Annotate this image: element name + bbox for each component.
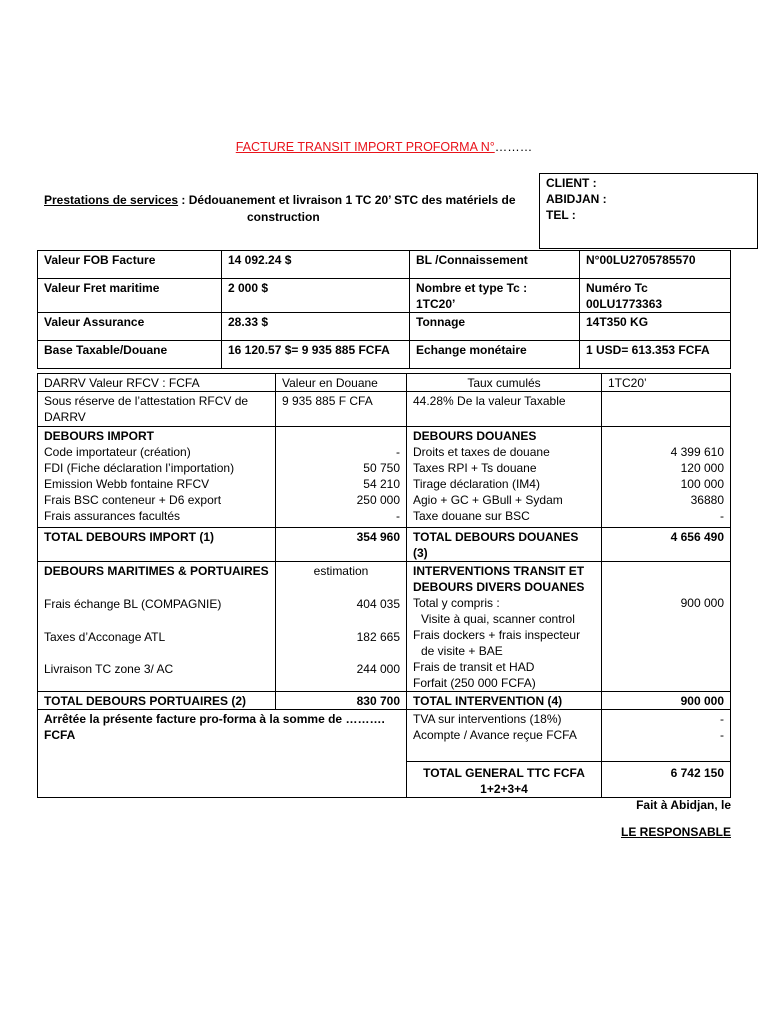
cell-line: 1TC20’ [416,297,456,311]
section-heading: DEBOURS DIVERS DOUANES [413,580,585,594]
table-cell: Base Taxable/Douane [38,341,222,369]
list-item: TVA sur interventions (18%) [413,712,562,726]
list-item: Code importateur (création) [44,445,191,459]
table-row [38,313,731,341]
tva-acompte-values [602,710,731,762]
table-cell: 1TC20’ [602,374,731,392]
client-tel-label: TEL : [546,208,576,222]
list-value: 4 399 610 [670,445,724,459]
cell-line: Numéro Tc [586,281,648,295]
list-item: Emission Webb fontaine RFCV [44,477,210,491]
table-cell [602,392,731,427]
list-value: 120 000 [680,461,724,475]
table-cell: Valeur Assurance [38,313,222,341]
table-cell: DARRV Valeur RFCV : FCFA [38,374,276,392]
table-cell: Taux cumulés [407,374,602,392]
table-cell: 16 120.57 $= 9 935 885 FCFA [222,341,410,369]
list-value: - [396,509,400,523]
table-cell: 2 000 $ [222,279,410,313]
total-value: 4 656 490 [602,528,731,562]
grand-total-label [407,762,602,798]
signatory-label: LE RESPONSABLE [620,825,731,839]
table-cell [580,279,731,313]
total-label: TOTAL DEBOURS IMPORT (1) [38,528,276,562]
table-cell: BL /Connaissement [410,251,580,279]
tva-acompte-labels [407,710,602,762]
list-value: 244 000 [356,662,400,676]
table-row [38,710,731,762]
list-item: Tirage déclaration (IM4) [413,477,540,491]
table-cell: 14 092.24 $ [222,251,410,279]
total-value: 354 960 [276,528,407,562]
list-item: Total y compris : [413,596,500,610]
table-cell: Sous réserve de l’attestation RFCV de DARRV [38,392,276,427]
debours-douanes-labels [407,427,602,528]
list-item: Frais échange BL (COMPAGNIE) [44,597,222,611]
list-value: 50 750 [363,461,400,475]
table-row [38,251,731,279]
table-cell: Valeur Fret maritime [38,279,222,313]
client-box [539,173,758,249]
table-cell: Tonnage [410,313,580,341]
list-value: 54 210 [363,477,400,491]
list-item: Taxes RPI + Ts douane [413,461,537,475]
prestations-description [44,192,534,226]
debours-douanes-values [602,427,731,528]
grand-total-value: 6 742 150 [602,762,731,798]
debours-import-labels [38,427,276,528]
section-heading: INTERVENTIONS TRANSIT ET [413,564,585,578]
total-row [38,692,731,710]
grand-total-formula: 1+2+3+4 [480,782,528,796]
section-heading: DEBOURS IMPORT [44,429,155,443]
cell-line: Nombre et type Tc : [416,281,528,295]
table-row [38,341,731,369]
total-row [38,528,731,562]
cell-line: 00LU1773363 [586,297,663,311]
list-item: Frais assurances facultés [44,509,181,523]
total-value: 900 000 [602,692,731,710]
list-item: Frais dockers + frais inspecteur [413,628,581,642]
table-cell: 1 USD= 613.353 FCFA [580,341,731,369]
list-value: 404 035 [356,597,400,611]
list-item: FDI (Fiche déclaration l’importation) [44,461,235,475]
total-value: 830 700 [276,692,407,710]
invoice-number-dots: ……… [494,140,533,154]
list-value: 900 000 [680,596,724,610]
list-item: Taxe douane sur BSC [413,509,530,523]
prestations-text-line2: construction [247,210,320,224]
section-heading: DEBOURS DOUANES [413,429,537,443]
prestations-label: Prestations de services [44,193,179,207]
interventions-labels [407,562,602,692]
list-item: Frais de transit et HAD [413,660,535,674]
list-value: - [396,445,400,459]
table-cell: Valeur FOB Facture [38,251,222,279]
list-item: Visite à quai, scanner control [421,612,575,626]
list-item: Forfait (250 000 FCFA) [413,676,536,690]
total-label: TOTAL DEBOURS DOUANES (3) [407,528,602,562]
table-cell [410,279,580,313]
list-value: 250 000 [356,493,400,507]
list-value: - [720,728,724,742]
estimation-label: estimation [313,564,369,578]
table-cell: 14T350 KG [580,313,731,341]
debours-import-values [276,427,407,528]
arrete-text: Arrêtée la présente facture pro-forma à la somme de ………. FCFA [38,710,407,798]
grand-total-title: TOTAL GENERAL TTC FCFA [423,766,585,780]
table-row [38,392,731,427]
table-header-row [38,374,731,392]
place-date-line: Fait à Abidjan, le [636,798,731,812]
table-cell: 28.33 $ [222,313,410,341]
table-cell: 44.28% De la valeur Taxable [407,392,602,427]
shipment-values-table [37,250,731,369]
table-row [38,427,731,528]
table-cell: Valeur en Douane [276,374,407,392]
invoice-details-table [37,373,731,798]
client-label: CLIENT : [546,176,597,190]
list-value: - [720,712,724,726]
total-label: TOTAL DEBOURS PORTUAIRES (2) [38,692,276,710]
table-cell: 9 935 885 F CFA [276,392,407,427]
list-item: Agio + GC + GBull + Sydam [413,493,563,507]
list-item: Acompte / Avance reçue FCFA [413,728,577,742]
section-heading: DEBOURS MARITIMES & PORTUAIRES [44,564,269,578]
table-cell: Echange monétaire [410,341,580,369]
interventions-values [602,562,731,692]
invoice-title [0,140,768,154]
portuaires-values [276,562,407,692]
list-item: de visite + BAE [421,644,503,658]
list-item: Frais BSC conteneur + D6 export [44,493,222,507]
list-value: 100 000 [680,477,724,491]
table-row [38,562,731,692]
table-row [38,279,731,313]
list-item: Droits et taxes de douane [413,445,550,459]
total-label: TOTAL INTERVENTION (4) [407,692,602,710]
portuaires-labels [38,562,276,692]
client-city-label: ABIDJAN : [546,192,607,206]
list-item: Taxes d’Acconage ATL [44,630,166,644]
list-value: 36880 [690,493,724,507]
table-cell: N°00LU2705785570 [580,251,731,279]
prestations-text-line1: : Dédouanement et livraison 1 TC 20’ STC des matériels de [178,193,516,207]
list-value: 182 665 [356,630,400,644]
invoice-title-text: FACTURE TRANSIT IMPORT PROFORMA N° [235,140,495,154]
list-item: Livraison TC zone 3/ AC [44,662,174,676]
list-value: - [720,509,724,523]
